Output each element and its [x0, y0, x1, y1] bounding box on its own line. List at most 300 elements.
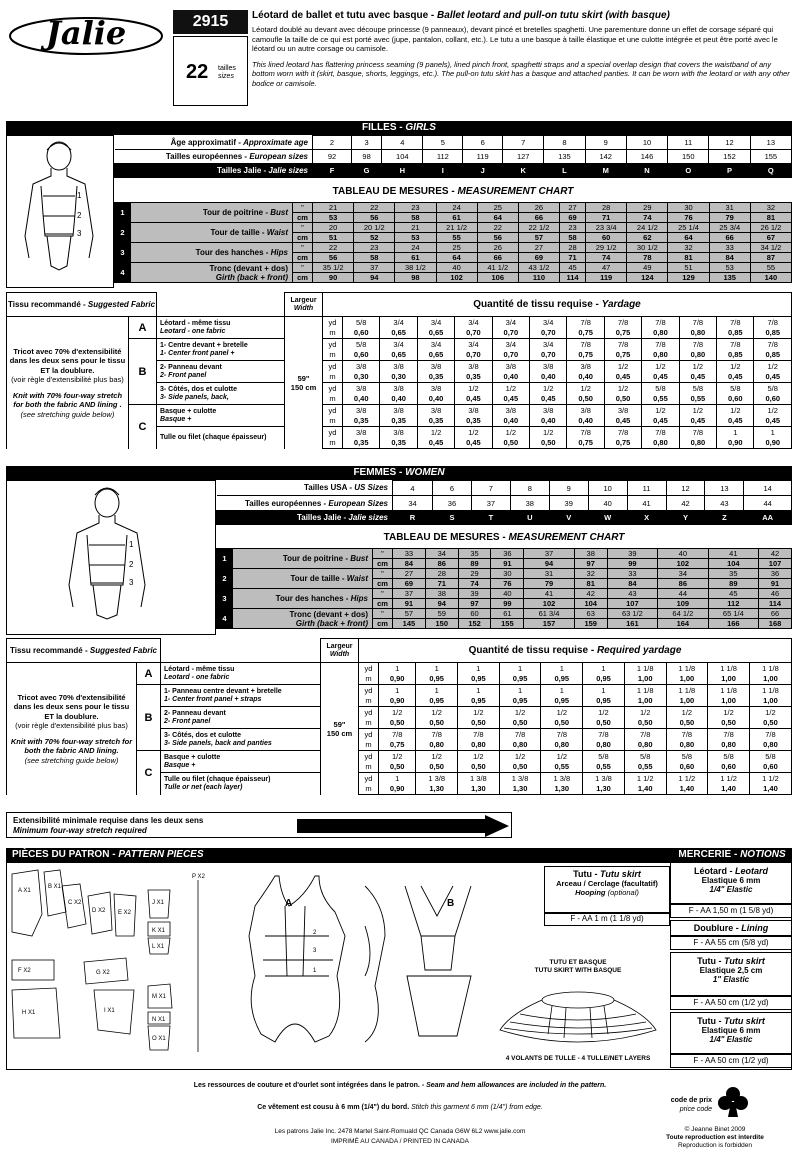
measure-cm-cell: 67	[750, 233, 791, 243]
measure-inch-cell: 38	[425, 589, 458, 599]
yardage-yd-cell: 7/8	[717, 317, 754, 328]
measure-inch-cell: 37	[393, 589, 426, 599]
measure-cm-cell: 84	[393, 559, 426, 569]
yardage-yd-cell: 3/4	[492, 317, 529, 328]
women-chart-title: TABLEAU DE MESURES - MEASUREMENT CHART	[383, 532, 625, 543]
yardage-yd-cell: 1/2	[499, 707, 541, 718]
girls-jalie-cell: O	[668, 164, 709, 178]
piece-label-j: J X1	[152, 900, 165, 906]
sizes-count: 22	[186, 61, 209, 83]
svg-text:2: 2	[129, 560, 134, 569]
notion-tutu-wide	[670, 952, 792, 996]
measure-inch-cell: 64 1/2	[658, 609, 708, 619]
measure-cm-cell: 104	[708, 559, 758, 569]
yardage-yd-cell: 7/8	[604, 317, 641, 328]
yardage-m-cell: 0,50	[604, 394, 641, 405]
measure-inch-cell: 45	[560, 263, 586, 273]
yardage-m-cell: 1,00	[624, 696, 666, 707]
yardage-yd-cell: 7/8	[679, 317, 716, 328]
fabric-group-letter: A	[137, 663, 161, 685]
measure-inch-cell: 22 1/2	[518, 223, 559, 233]
measure-cm-cell: 135	[709, 273, 750, 283]
fabric-width: 59" 150 cm	[321, 663, 359, 795]
tutu-hooping-box	[544, 866, 670, 914]
yardage-m-cell: 0,45	[679, 416, 716, 427]
yardage-m-cell: 0,40	[380, 394, 417, 405]
club-icon	[716, 1084, 750, 1118]
yardage-m-cell: 0,50	[416, 718, 458, 729]
piece-label-h: H X1	[22, 1010, 36, 1016]
fabric-width: 59" 150 cm	[285, 317, 323, 449]
stretch-arrow-icon	[297, 815, 511, 837]
yardage-m-cell: 0,50	[530, 438, 567, 449]
measure-label: Tour des hanches - Hips	[131, 243, 293, 263]
measure-cm-cell: 61	[395, 253, 436, 263]
measure-cm-cell: 102	[436, 273, 477, 283]
stretch-text: Extensibilité minimale requise dans les deux sens Minimum four-way stretch required	[13, 816, 204, 835]
measure-inch-cell: 47	[586, 263, 627, 273]
unit-cm: cm	[293, 213, 313, 223]
notion-tutu-narrow-qty: F - AA 50 cm (1/2 yd)	[670, 1054, 792, 1068]
women-jalie-cell: X	[627, 511, 666, 525]
women-us-cell: 8	[510, 481, 549, 496]
sizes-label: tailles sizes	[218, 65, 236, 80]
girls-eu-cell: 155	[750, 150, 791, 164]
measure-cm-cell: 74	[458, 579, 491, 589]
yardage-yd-cell: 1 1/8	[708, 663, 750, 674]
pattern-layout-diagram	[8, 866, 218, 1066]
yardage-yd-cell: 5/8	[749, 751, 791, 762]
girls-eu-cell: 152	[709, 150, 750, 164]
yardage-m-cell: 1,30	[583, 784, 625, 795]
yardage-m-cell: 0,65	[380, 350, 417, 361]
unit-inch: "	[293, 243, 313, 253]
yardage-yd-cell: 1/2	[455, 383, 492, 394]
yardage-yd-cell: 1/2	[679, 361, 716, 372]
yardage-m-cell: 1,00	[708, 696, 750, 707]
yardage-yd-cell: 1/2	[642, 361, 679, 372]
yardage-m-cell: 0,60	[666, 762, 708, 773]
measure-cm-cell: 89	[708, 579, 758, 589]
yardage-yd-cell: 1/2	[417, 427, 454, 438]
unit-m: m	[359, 740, 379, 751]
yardage-yd-cell: 7/8	[567, 339, 604, 350]
yardage-m-cell: 0,90	[379, 696, 416, 707]
measure-inch-cell: 44	[658, 589, 708, 599]
measure-cm-cell: 79	[524, 579, 574, 589]
measure-cm-cell: 87	[750, 253, 791, 263]
measure-inch-cell: 41	[708, 549, 758, 559]
yardage-m-cell: 0,55	[541, 762, 583, 773]
yardage-m-cell: 0,55	[624, 762, 666, 773]
measure-cm-cell: 71	[560, 253, 586, 263]
women-measurement-table	[216, 548, 792, 629]
measure-inch-cell: 33	[393, 549, 426, 559]
unit-m: m	[359, 784, 379, 795]
girls-age-cell: 5	[423, 136, 463, 150]
yardage-yd-cell: 3/4	[455, 339, 492, 350]
yardage-m-cell: 0,95	[583, 674, 625, 685]
fabric-row-label: Basque + culotte Basque +	[161, 751, 321, 773]
measure-inch-cell: 24	[395, 243, 436, 253]
girls-jalie-cell: M	[585, 164, 626, 178]
measure-label: Tronc (devant + dos) Girth (back + front)	[131, 263, 293, 283]
yardage-m-cell: 0,75	[379, 740, 416, 751]
yardage-yd-cell: 7/8	[642, 427, 679, 438]
piece-label-d: D X2	[92, 908, 106, 914]
yardage-m-cell: 0,75	[567, 438, 604, 449]
measure-cm-cell: 152	[458, 619, 491, 629]
measure-inch-cell: 22	[477, 223, 518, 233]
yardage-m-cell: 1,00	[666, 696, 708, 707]
measure-cm-cell: 60	[586, 233, 627, 243]
measure-inch-cell: 28	[586, 203, 627, 213]
measure-cm-cell: 90	[313, 273, 354, 283]
yardage-m-cell: 0,45	[604, 416, 641, 427]
unit-yd: yd	[359, 773, 379, 784]
measure-inch-cell: 27	[560, 203, 586, 213]
yardage-yd-cell: 1 3/8	[499, 773, 541, 784]
measure-cm-cell: 99	[607, 559, 657, 569]
fabric-note: Tricot avec 70% d'extensibilité dans les deux sens pour le tissu ET la doublure. (voir règle d'extensibilité plus bas) Knit with 70% four-way stretch for both the fabric AND lining . (see stretching guide below)	[7, 317, 129, 449]
measure-cm-cell: 110	[518, 273, 559, 283]
measure-number: 2	[115, 223, 131, 243]
measure-cm-cell: 81	[574, 579, 607, 589]
measure-inch-cell: 20	[313, 223, 354, 233]
measure-cm-cell: 97	[574, 559, 607, 569]
measure-label: Tour de poitrine - Bust	[233, 549, 373, 569]
svg-text:3: 3	[313, 948, 317, 954]
measure-cm-cell: 53	[313, 213, 354, 223]
yardage-m-cell: 0,50	[379, 718, 416, 729]
girls-eu-cell: 150	[668, 150, 709, 164]
yardage-yd-cell: 1	[379, 685, 416, 696]
women-jalie-cell: Y	[666, 511, 705, 525]
yardage-m-cell: 0,30	[343, 372, 380, 383]
yardage-m-cell: 0,80	[708, 740, 750, 751]
women-bar: FEMMES - WOMEN	[6, 466, 792, 480]
stretch-guide	[6, 812, 512, 838]
yardage-yd-cell: 7/8	[604, 339, 641, 350]
yardage-yd-cell: 3/8	[343, 361, 380, 372]
yardage-m-cell: 0,35	[455, 372, 492, 383]
unit-m: m	[323, 350, 343, 361]
yardage-yd-cell: 3/8	[567, 361, 604, 372]
yardage-yd-cell: 3/8	[567, 405, 604, 416]
yardage-yd-cell: 3/4	[492, 339, 529, 350]
women-size-table	[216, 480, 792, 525]
yardage-yd-cell: 3/8	[417, 383, 454, 394]
yardage-yd-cell: 1 3/8	[583, 773, 625, 784]
measure-cm-cell: 86	[425, 559, 458, 569]
measure-inch-cell: 26	[477, 243, 518, 253]
measure-cm-cell: 150	[425, 619, 458, 629]
price-code-label: code de prix price code	[670, 1097, 712, 1113]
measure-inch-cell: 22	[313, 243, 354, 253]
yardage-yd-cell: 1/2	[458, 707, 500, 718]
yardage-m-cell: 0,30	[380, 372, 417, 383]
yardage-m-cell: 1,40	[708, 784, 750, 795]
yardage-m-cell: 0,60	[717, 394, 754, 405]
yardage-yd-cell: 1 3/8	[458, 773, 500, 784]
notion-tutu-wide-title: Tutu - Tutu skirt	[697, 956, 765, 966]
eu-label: Tailles européennes - European sizes	[115, 150, 313, 164]
tutu-hooping-qty: F - AA 1 m (1 1/8 yd)	[544, 912, 670, 926]
yardage-m-cell: 0,50	[749, 718, 791, 729]
width-header: Largeur Width	[285, 293, 323, 317]
measure-cm-cell: 109	[658, 599, 708, 609]
measure-inch-cell: 66	[759, 609, 792, 619]
measure-cm-cell: 112	[708, 599, 758, 609]
measure-cm-cell: 51	[313, 233, 354, 243]
measure-inch-cell: 30	[668, 203, 709, 213]
measure-cm-cell: 81	[668, 253, 709, 263]
yardage-m-cell: 0,45	[492, 394, 529, 405]
measure-inch-cell: 29	[458, 569, 491, 579]
measure-inch-cell: 55	[750, 263, 791, 273]
yardage-yd-cell: 7/8	[754, 339, 792, 350]
measure-cm-cell: 84	[607, 579, 657, 589]
measure-inch-cell: 57	[393, 609, 426, 619]
yardage-yd-cell: 1/2	[530, 427, 567, 438]
yardage-yd-cell: 5/8	[343, 317, 380, 328]
measure-number: 4	[217, 609, 233, 629]
pattern-pieces-bar: PIÈCES DU PATRON - PATTERN PIECES	[6, 848, 792, 862]
measure-label: Tour de taille - Waist	[131, 223, 293, 243]
measure-number: 2	[217, 569, 233, 589]
measure-inch-cell: 21 1/2	[436, 223, 477, 233]
measure-label: Tour de taille - Waist	[233, 569, 373, 589]
yardage-yd-cell: 1 1/8	[624, 663, 666, 674]
measure-inch-cell: 61 3/4	[524, 609, 574, 619]
yardage-m-cell: 0,45	[679, 372, 716, 383]
women-jalie-label: Tailles Jalie - Jalie sizes	[217, 511, 393, 525]
measure-inch-cell: 34 1/2	[750, 243, 791, 253]
yardage-m-cell: 0,45	[455, 394, 492, 405]
yardage-yd-cell: 1	[499, 663, 541, 674]
measure-inch-cell: 63 1/2	[607, 609, 657, 619]
yardage-m-cell: 0,80	[642, 438, 679, 449]
unit-cm: cm	[373, 559, 393, 569]
measure-inch-cell: 43	[607, 589, 657, 599]
measure-inch-cell: 23	[354, 243, 395, 253]
unit-inch: "	[373, 569, 393, 579]
fabric-row-label: Tulle ou filet (chaque épaisseur) Tulle or net (each layer)	[161, 773, 321, 795]
jalie-sizes-label: Tailles Jalie - Jalie sizes	[115, 164, 313, 178]
yardage-yd-cell: 1/2	[708, 707, 750, 718]
yardage-yd-cell: 1/2	[416, 751, 458, 762]
yardage-yd-cell: 1 1/8	[708, 685, 750, 696]
measure-label: Tronc (devant + dos) Girth (back + front)	[233, 609, 373, 629]
svg-text:2: 2	[313, 930, 317, 936]
fabric-row-label: 1- Centre devant + bretelle 1- Center front panel +	[157, 339, 285, 361]
yardage-m-cell: 0,40	[530, 372, 567, 383]
yardage-yd-cell: 1	[541, 685, 583, 696]
girls-jalie-cell: H	[382, 164, 423, 178]
measure-inch-cell: 28	[560, 243, 586, 253]
measure-cm-cell: 107	[607, 599, 657, 609]
yardage-m-cell: 0,80	[416, 740, 458, 751]
yardage-m-cell: 0,80	[679, 350, 716, 361]
women-eu-label: Tailles européennes - European Sizes	[217, 496, 393, 511]
girls-eu-cell: 112	[423, 150, 463, 164]
yardage-m-cell: 0,60	[343, 350, 380, 361]
girls-age-cell: 10	[626, 136, 667, 150]
girls-eu-cell: 92	[313, 150, 352, 164]
yardage-m-cell: 0,80	[642, 350, 679, 361]
yardage-m-cell: 0,50	[379, 762, 416, 773]
yardage-m-cell: 0,90	[717, 438, 754, 449]
yardage-yd-cell: 1 1/2	[749, 773, 791, 784]
measure-inch-cell: 26 1/2	[750, 223, 791, 233]
measure-inch-cell: 32	[668, 243, 709, 253]
sizes-count-box	[173, 36, 248, 106]
measure-inch-cell: 21	[313, 203, 354, 213]
yardage-yd-cell: 1/2	[754, 405, 792, 416]
unit-inch: "	[293, 223, 313, 233]
measure-inch-cell: 42	[759, 549, 792, 559]
fabric-group-letter: C	[128, 405, 156, 449]
yardage-m-cell: 1,00	[749, 674, 791, 685]
girls-age-cell: 2	[313, 136, 352, 150]
measure-inch-cell: 23	[395, 203, 436, 213]
yardage-m-cell: 0,85	[754, 328, 792, 339]
piece-label-c: C X2	[68, 900, 82, 906]
yardage-m-cell: 0,35	[417, 372, 454, 383]
yardage-yd-cell: 7/8	[642, 339, 679, 350]
fabric-note: Tricot avec 70% d'extensibilité dans les deux sens pour le tissu ET la doublure. (voir règle d'extensibilité plus bas) Knit with 70% four-way stretch for both the fabric AND lining. (see stretching guide below)	[7, 663, 137, 795]
girls-eu-cell: 135	[544, 150, 585, 164]
unit-m: m	[359, 762, 379, 773]
yardage-yd-cell: 7/8	[583, 729, 625, 740]
yardage-yd-cell: 3/8	[604, 405, 641, 416]
measure-inch-cell: 63	[574, 609, 607, 619]
yardage-yd-cell: 3/8	[380, 405, 417, 416]
yardage-yd-cell: 5/8	[343, 339, 380, 350]
women-jalie-cell: U	[510, 511, 549, 525]
yardage-m-cell: 0,95	[583, 696, 625, 707]
yardage-m-cell: 0,40	[417, 394, 454, 405]
yardage-m-cell: 0,45	[642, 416, 679, 427]
women-jalie-cell: AA	[744, 511, 792, 525]
yardage-m-cell: 0,50	[666, 718, 708, 729]
yardage-m-cell: 0,40	[492, 416, 529, 427]
yardage-yd-cell: 3/4	[530, 317, 567, 328]
piece-label-b: B X1	[48, 884, 62, 890]
yardage-yd-cell: 5/8	[624, 751, 666, 762]
fabric-row-label: 2- Panneau devant 2- Front panel	[161, 707, 321, 729]
yardage-yd-cell: 1 3/8	[541, 773, 583, 784]
yardage-yd-cell: 1 3/8	[416, 773, 458, 784]
yardage-yd-cell: 1/2	[379, 751, 416, 762]
girls-jalie-cell: F	[313, 164, 352, 178]
measure-inch-cell: 23 3/4	[586, 223, 627, 233]
measure-inch-cell: 24	[436, 203, 477, 213]
notion-leotard-title: Léotard - Leotard	[693, 866, 769, 876]
yardage-yd-cell: 1	[458, 663, 500, 674]
width-header: Largeur Width	[321, 639, 359, 663]
measure-cm-cell: 56	[313, 253, 354, 263]
unit-inch: "	[373, 609, 393, 619]
yardage-yd-cell: 3/8	[530, 405, 567, 416]
yardage-yd-cell: 7/8	[567, 317, 604, 328]
measure-inch-cell: 40	[658, 549, 708, 559]
yardage-yd-cell: 1 1/8	[749, 685, 791, 696]
yardage-m-cell: 0,45	[604, 372, 641, 383]
unit-yd: yd	[359, 729, 379, 740]
measure-cm-cell: 91	[759, 579, 792, 589]
measure-cm-cell: 64	[668, 233, 709, 243]
piece-label-p: P X2	[192, 874, 205, 880]
yardage-m-cell: 0,75	[567, 328, 604, 339]
measure-inch-cell: 34	[658, 569, 708, 579]
measure-cm-cell: 99	[491, 599, 524, 609]
women-jalie-cell: T	[471, 511, 510, 525]
tutu-skirt-illustration	[490, 954, 666, 1066]
measure-inch-cell: 31	[524, 569, 574, 579]
yardage-m-cell: 0,45	[455, 438, 492, 449]
measure-cm-cell: 107	[759, 559, 792, 569]
measure-inch-cell: 39	[458, 589, 491, 599]
yardage-m-cell: 0,80	[666, 740, 708, 751]
measure-cm-cell: 86	[658, 579, 708, 589]
unit-cm: cm	[373, 619, 393, 629]
pattern-description	[252, 10, 792, 106]
unit-yd: yd	[359, 663, 379, 674]
yardage-yd-cell: 1/2	[492, 383, 529, 394]
notion-leotard-line1: Elastique 6 mm	[701, 876, 761, 885]
women-eu-cell: 37	[471, 496, 510, 511]
yardage-m-cell: 0,80	[583, 740, 625, 751]
measure-cm-cell: 78	[627, 253, 668, 263]
yardage-yd-cell: 3/4	[417, 317, 454, 328]
yardage-yd-cell: 7/8	[666, 729, 708, 740]
girls-jalie-cell: L	[544, 164, 585, 178]
measure-cm-cell: 76	[491, 579, 524, 589]
piece-label-o: O X1	[152, 1036, 166, 1042]
measure-inch-cell: 59	[425, 609, 458, 619]
fabric-row-label: Léotard - même tissu Leotard - one fabric	[157, 317, 285, 339]
yardage-yd-cell: 7/8	[642, 317, 679, 328]
unit-inch: "	[373, 549, 393, 559]
yardage-yd-cell: 1/2	[604, 383, 641, 394]
fabric-row-label: 3- Côtés, dos et culotte 3- Side panels, back,	[157, 383, 285, 405]
fabric-header: Tissu recommandé - Suggested Fabric	[7, 639, 161, 663]
piece-label-g: G X2	[96, 970, 110, 976]
unit-m: m	[323, 438, 343, 449]
women-jalie-cell: S	[433, 511, 472, 525]
measure-inch-cell: 32	[750, 203, 791, 213]
yardage-m-cell: 0,55	[679, 394, 716, 405]
view-a-label: A	[285, 898, 293, 909]
yardage-yd-cell: 1	[499, 685, 541, 696]
measure-cm-cell: 98	[395, 273, 436, 283]
girls-bar: FILLES - GIRLS	[6, 121, 792, 135]
measure-cm-cell: 157	[524, 619, 574, 629]
girls-jalie-cell: G	[352, 164, 382, 178]
age-label: Âge approximatif - Approximate age	[115, 136, 313, 150]
yardage-yd-cell: 3/8	[530, 361, 567, 372]
yardage-m-cell: 1,40	[624, 784, 666, 795]
measure-cm-cell: 114	[759, 599, 792, 609]
yardage-m-cell: 0,65	[380, 328, 417, 339]
girls-age-cell: 13	[750, 136, 791, 150]
yardage-yd-cell: 1 1/2	[708, 773, 750, 784]
yardage-m-cell: 0,80	[679, 438, 716, 449]
yardage-m-cell: 0,85	[717, 350, 754, 361]
measure-cm-cell: 69	[393, 579, 426, 589]
yardage-m-cell: 0,75	[604, 328, 641, 339]
